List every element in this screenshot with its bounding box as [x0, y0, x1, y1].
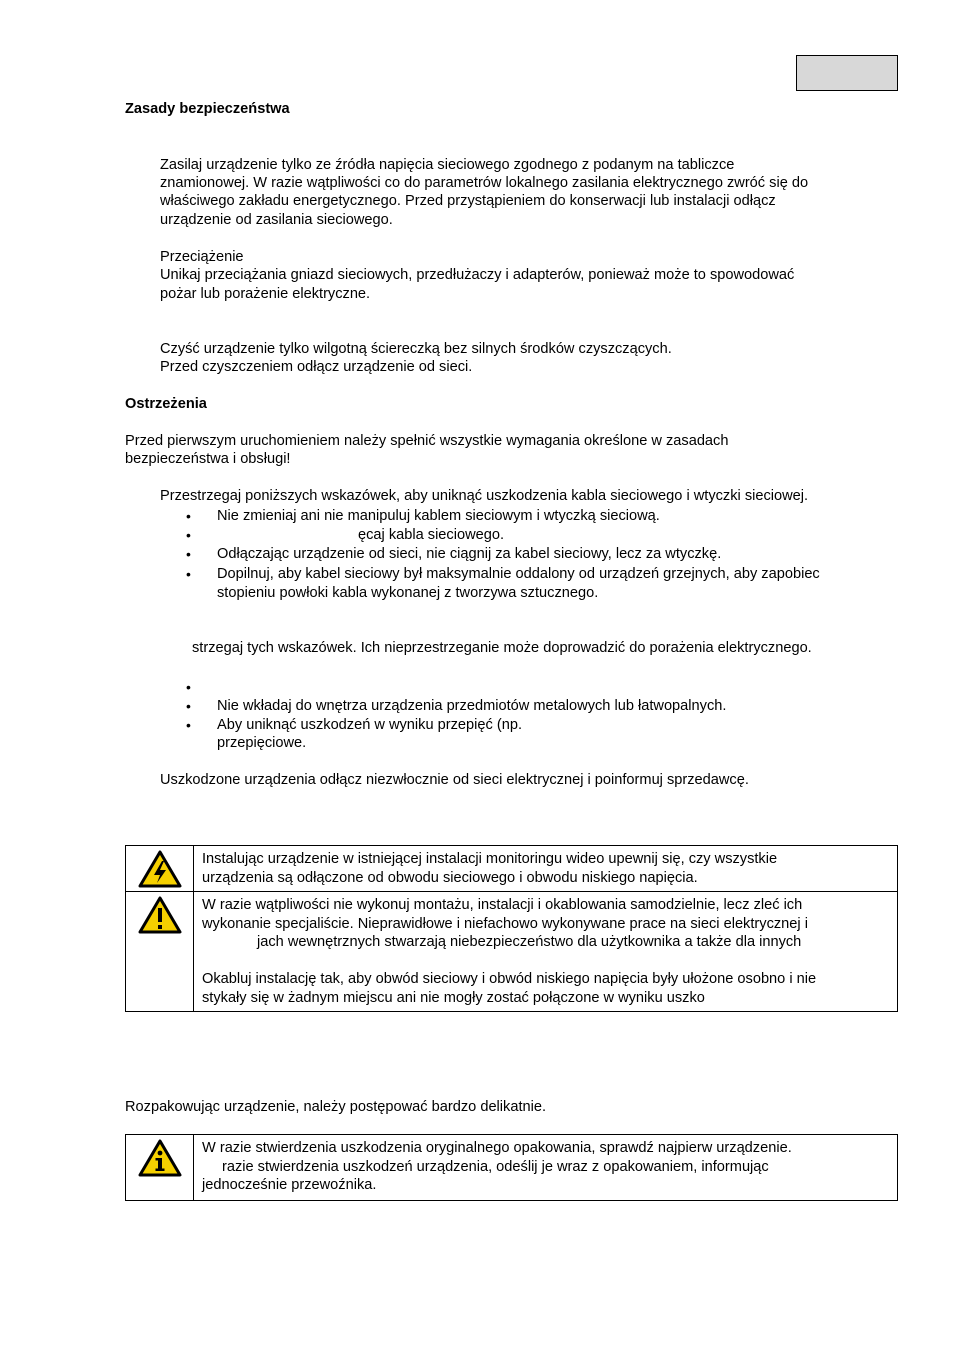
overload-heading: Przeciążenie: [160, 249, 244, 265]
note-text-line: stykały się w żadnym miejscu ani nie mogły zostać połączone w wyniku uszko: [202, 989, 705, 1006]
unpacking-note-table: [125, 1134, 898, 1201]
bullet-dot: •: [186, 527, 191, 543]
note-text-line: razie stwierdzenia uszkodzeń urządzenia, odeślij je wraz z opakowaniem, informując: [222, 1158, 769, 1175]
note-text-line: urządzenia są odłączone od obwodu sieciowego i obwodu niskiego napięcia.: [202, 869, 698, 886]
shock-intro: strzegaj tych wskazówek. Ich nieprzestrzeganie może doprowadzić do porażenia elektrycznego.: [192, 640, 812, 656]
note-icon-cell: [126, 1135, 194, 1201]
shock-bullet-item: Nie wkładaj do wnętrza urządzenia przedmiotów metalowych lub łatwopalnych.: [217, 698, 727, 714]
note-text-line: jednocześnie przewoźnika.: [202, 1177, 377, 1193]
language-tab-box: [796, 55, 898, 91]
note-icon-cell: [126, 892, 194, 1012]
warnings-intro-line: Przed pierwszym uruchomieniem należy spełnić wszystkie wymagania określone w zasadach: [125, 433, 729, 449]
high-voltage-warning-icon: [138, 850, 182, 888]
bullet-dot: •: [186, 566, 191, 582]
cable-bullet-item: Dopilnuj, aby kabel sieciowy był maksymalnie oddalony od urządzeń grzejnych, aby zapobiec: [217, 566, 820, 582]
bullet-dot: •: [186, 508, 191, 524]
section-title-warnings: Ostrzeżenia: [125, 396, 207, 412]
cable-bullet-item: stopieniu powłoki kabla wykonanej z tworzywa sztucznego.: [217, 585, 599, 601]
warnings-intro-line: bezpieczeństwa i obsługi!: [125, 451, 291, 467]
bullet-dot: •: [186, 546, 191, 562]
overload-text-line: Unikaj przeciążania gniazd sieciowych, przedłużaczy i adapterów, ponieważ może to spowodować: [160, 267, 795, 283]
general-warning-icon: [138, 896, 182, 934]
note-icon-cell: [126, 846, 194, 892]
overload-text-line: pożar lub porażenie elektryczne.: [160, 286, 371, 302]
note-text-line: Instalując urządzenie w istniejącej instalacji monitoringu wideo upewnij się, czy wszystkie: [202, 851, 778, 867]
note-text-cell: [194, 892, 898, 1012]
info-warning-icon: [138, 1139, 182, 1177]
installation-note-table: [125, 845, 898, 1012]
note-text-line: Okabluj instalację tak, aby obwód sieciowy i obwód niskiego napięcia były ułożone osobno i nie: [202, 971, 817, 987]
shock-bullet-item: Aby uniknąć uszkodzeń w wyniku przepięć (np.: [217, 717, 523, 733]
power-text-line: właściwego zakładu energetycznego. Przed przystąpieniem do konserwacji lub instalacji odłącz: [160, 193, 776, 209]
cable-bullet-item: Odłączając urządzenie od sieci, nie ciągnij za kabel sieciowy, lecz za wtyczkę.: [217, 546, 722, 562]
note-text-line: W razie stwierdzenia uszkodzenia oryginalnego opakowania, sprawdź najpierw urządzenie.: [202, 1140, 792, 1156]
unpacking-text: Rozpakowując urządzenie, należy postępować bardzo delikatnie.: [125, 1099, 547, 1115]
note-text-line: jach wewnętrznych stwarzają niebezpieczeństwo dla użytkownika a także dla innych: [257, 934, 802, 950]
section-title-safety: Zasady bezpieczeństwa: [125, 101, 290, 117]
bullet-dot: •: [186, 698, 191, 714]
bullet-dot: •: [186, 717, 191, 733]
shock-bullet-item: przepięciowe.: [217, 735, 307, 751]
power-text-line: Zasilaj urządzenie tylko ze źródła napięcia sieciowego zgodnego z podanym na tabliczce: [160, 157, 735, 173]
cable-intro: Przestrzegaj poniższych wskazówek, aby uniknąć uszkodzenia kabla sieciowego i wtyczki sieciowej.: [160, 488, 809, 504]
note-text-cell: [194, 846, 898, 892]
power-text-line: znamionowej. W razie wątpliwości co do parametrów lokalnego zasilania elektrycznego zwróć się do: [160, 175, 809, 191]
note-text-cell: [194, 1135, 898, 1201]
note-text-line: W razie wątpliwości nie wykonuj montażu, instalacji i okablowania samodzielnie, lecz zleć ich: [202, 897, 803, 913]
bullet-dot: •: [186, 679, 191, 695]
cable-bullet-item: ęcaj kabla sieciowego.: [358, 527, 505, 543]
damaged-device-text: Uszkodzone urządzenia odłącz niezwłocznie od sieci elektrycznej i poinformuj sprzedawcę.: [160, 772, 749, 788]
cable-bullet-item: Nie zmieniaj ani nie manipuluj kablem sieciowym i wtyczką sieciową.: [217, 508, 660, 524]
note-text-line: wykonanie specjaliście. Nieprawidłowe i niefachowo wykonywane prace na sieci elektrycznej i: [202, 915, 808, 932]
cleaning-text-line: Przed czyszczeniem odłącz urządzenie od sieci.: [160, 359, 473, 375]
cleaning-text-line: Czyść urządzenie tylko wilgotną ściereczką bez silnych środków czyszczących.: [160, 341, 672, 357]
power-text-line: urządzenie od zasilania sieciowego.: [160, 212, 393, 228]
